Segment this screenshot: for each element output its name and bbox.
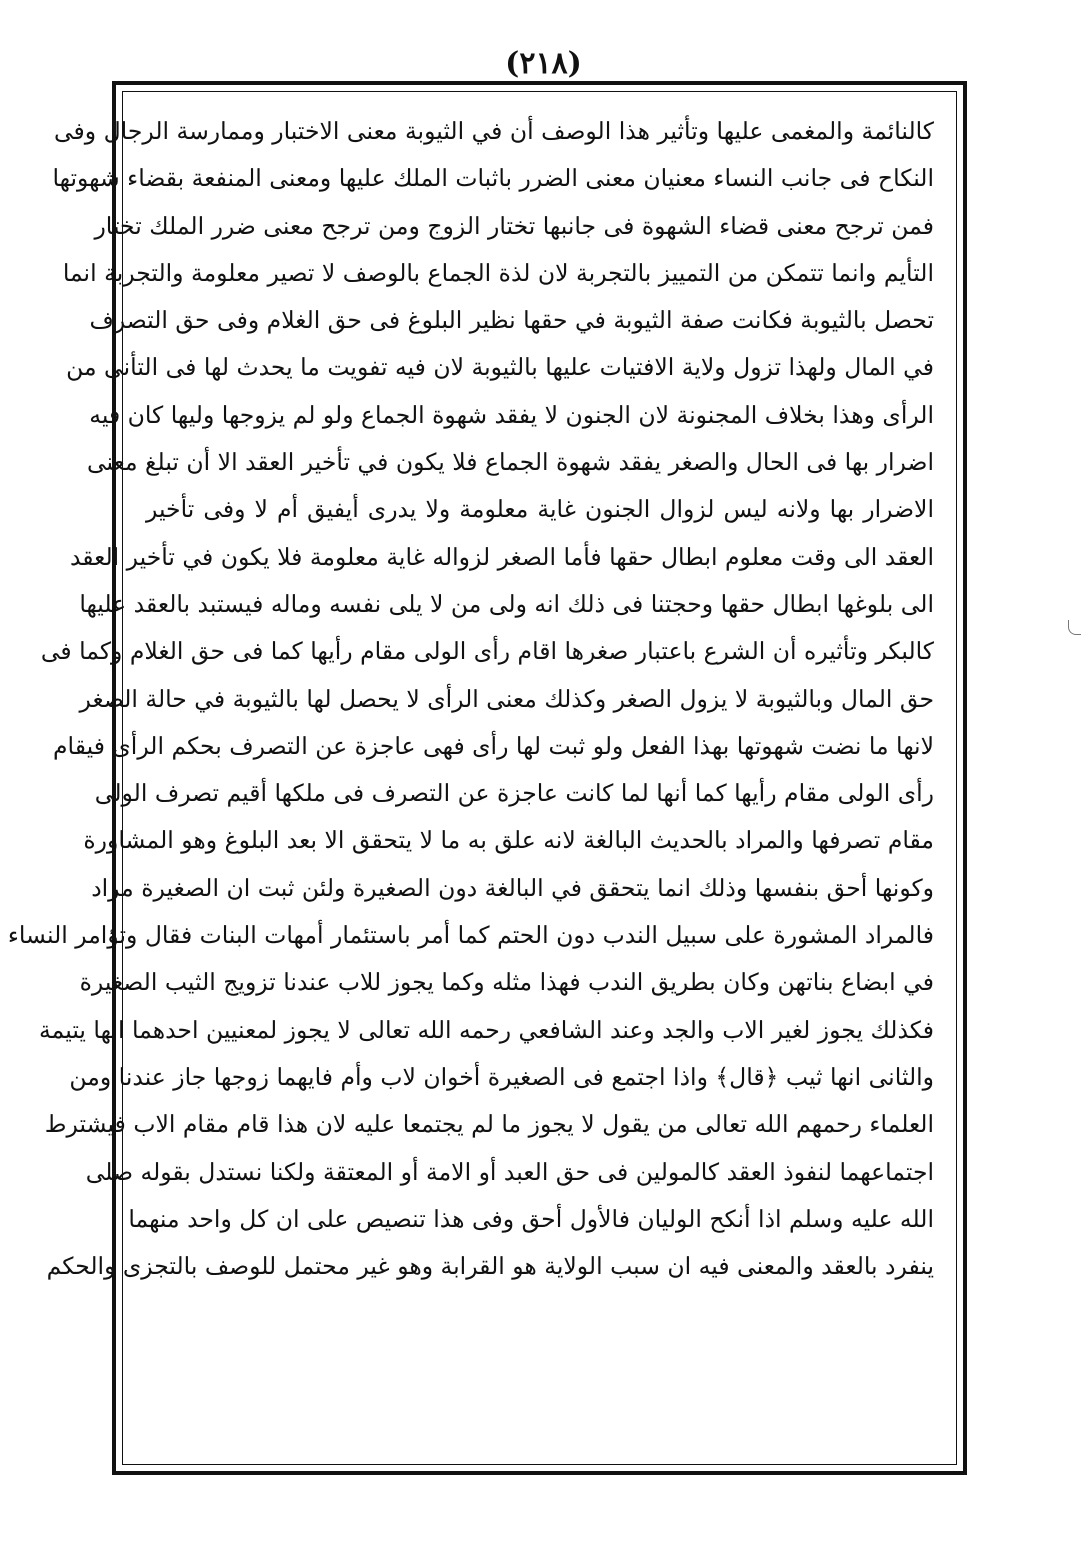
text-line: الى بلوغها ابطال حقها وحجتنا فى ذلك انه ولى من لا يلى نفسه وماله فيستبد بالعقد عليها [79, 589, 934, 618]
text-line: النكاح فى جانب النساء معنيان معنى الضرر باثبات الملك عليها ومعنى المنفعة بقضاء شهوتها [52, 164, 934, 193]
text-line: فالمراد المشورة على سبيل الندب دون الحتم كما أمر باستئمار أمهات البنات فقال وتؤامر النساء [7, 921, 934, 950]
text-line: لانها ما نضت شهوتها بهذا الفعل ولو ثبت لها رأى فهى عاجزة عن التصرف بحكم الرأى فيقام [53, 731, 934, 760]
text-line: اجتماعهما لنفوذ العقد كالمولين فى حق العبد أو الامة أو المعتقة ولكنا نستدل بقوله صلى [85, 1157, 934, 1186]
text-line: كالبكر وتأثيره أن الشرع باعتبار صغرها اقام رأى الولى مقام رأيها كما فى حق الغلام وكما فى [40, 637, 934, 666]
text-line: مقام تصرفها والمراد بالحديث البالغة لانه علق به ما لا يتحقق الا بعد البلوغ وهو المشاورة [83, 826, 934, 855]
text-line: فكذلك يجوز لغير الاب والجد وعند الشافعي رحمه الله تعالى لا يجوز لمعنيين احدهما انها يتيمة [39, 1015, 934, 1044]
text-line: التأيم وانما تتمكن من التمييز بالتجربة لان لذة الجماع بالوصف لا تصير معلومة والتجربة انما [62, 258, 934, 287]
margin-mark [1068, 620, 1081, 635]
text-line: الله عليه وسلم اذا أنكح الوليان فالأول أحق وفى هذا تنصيص على ان كل واحد منهما [128, 1204, 934, 1233]
text-line: تحصل بالثيوبة فكانت صفة الثيوبة في حقها نظير البلوغ فى حق الغلام وفى حق التصرف [89, 306, 934, 335]
text-line: رأى الولى مقام رأيها كما أنها لما كانت عاجزة عن التصرف فى ملكها أقيم تصرف الولى [94, 779, 934, 808]
text-line: الاضرار بها ولانه ليس لزوال الجنون غاية معلومة ولا يدرى أيفيق أم لا وفى تأخير [146, 495, 934, 524]
text-line: العلماء رحمهم الله تعالى من يقول لا يجوز ما لم يجتمعا عليه لان هذا قام مقام الاب فيشترط [44, 1110, 934, 1139]
text-line: ينفرد بالعقد والمعنى فيه ان سبب الولاية هو القرابة وهو غير محتمل للوصف بالتجزى والحكم [46, 1252, 934, 1281]
text-line: كالنائمة والمغمى عليها وتأثير هذا الوصف أن في الثيوبة معنى الاختبار وممارسة الرجال وفى [53, 117, 934, 145]
body-text [7, 108, 934, 1448]
text-line: وكونها أحق بنفسها وذلك انما يتحقق في البالغة دون الصغيرة ولئن ثبت ان الصغيرة مراد [91, 873, 934, 902]
text-line: في ابضاع بناتهن وكان بطريق الندب فهذا مثله وكما يجوز للاب عندنا تزويج الثيب الصغيرة [79, 968, 934, 997]
page-number: (٢١٨) [505, 46, 582, 81]
text-line: الرأى وهذا بخلاف المجنونة لان الجنون لا يفقد شهوة الجماع ولو لم يزوجها وليها كان فيه [89, 400, 934, 429]
text-line: اضرار بها فى الحال والصغر يفقد شهوة الجماع فلا يكون في تأخير العقد الا أن تبلغ معنى [86, 448, 934, 477]
text-line: والثانى انها ثيب ﴿قال﴾ واذا اجتمع فى الصغيرة أخوان لاب وأم فايهما زوجها جاز عندنا ومن [69, 1062, 934, 1091]
text-line: حق المال وبالثيوبة لا يزول الصغر وكذلك معنى الرأى لا يحصل لها بالثيوبة في حالة الصغر [79, 684, 934, 713]
text-line: فمن ترجح معنى قضاء الشهوة فى جانبها تختار الزوج ومن ترجح معنى ضرر الملك تختار [94, 211, 934, 240]
text-line: في المال ولهذا تزول ولاية الافتيات عليها بالثيوبة لان فيه تفويت ما يحدث لها فى التأنى من [66, 353, 934, 382]
text-line: العقد الى وقت معلوم ابطال حقها فأما الصغر لزواله غاية معلومة فلا يكون في تأخير العقد [69, 542, 934, 571]
